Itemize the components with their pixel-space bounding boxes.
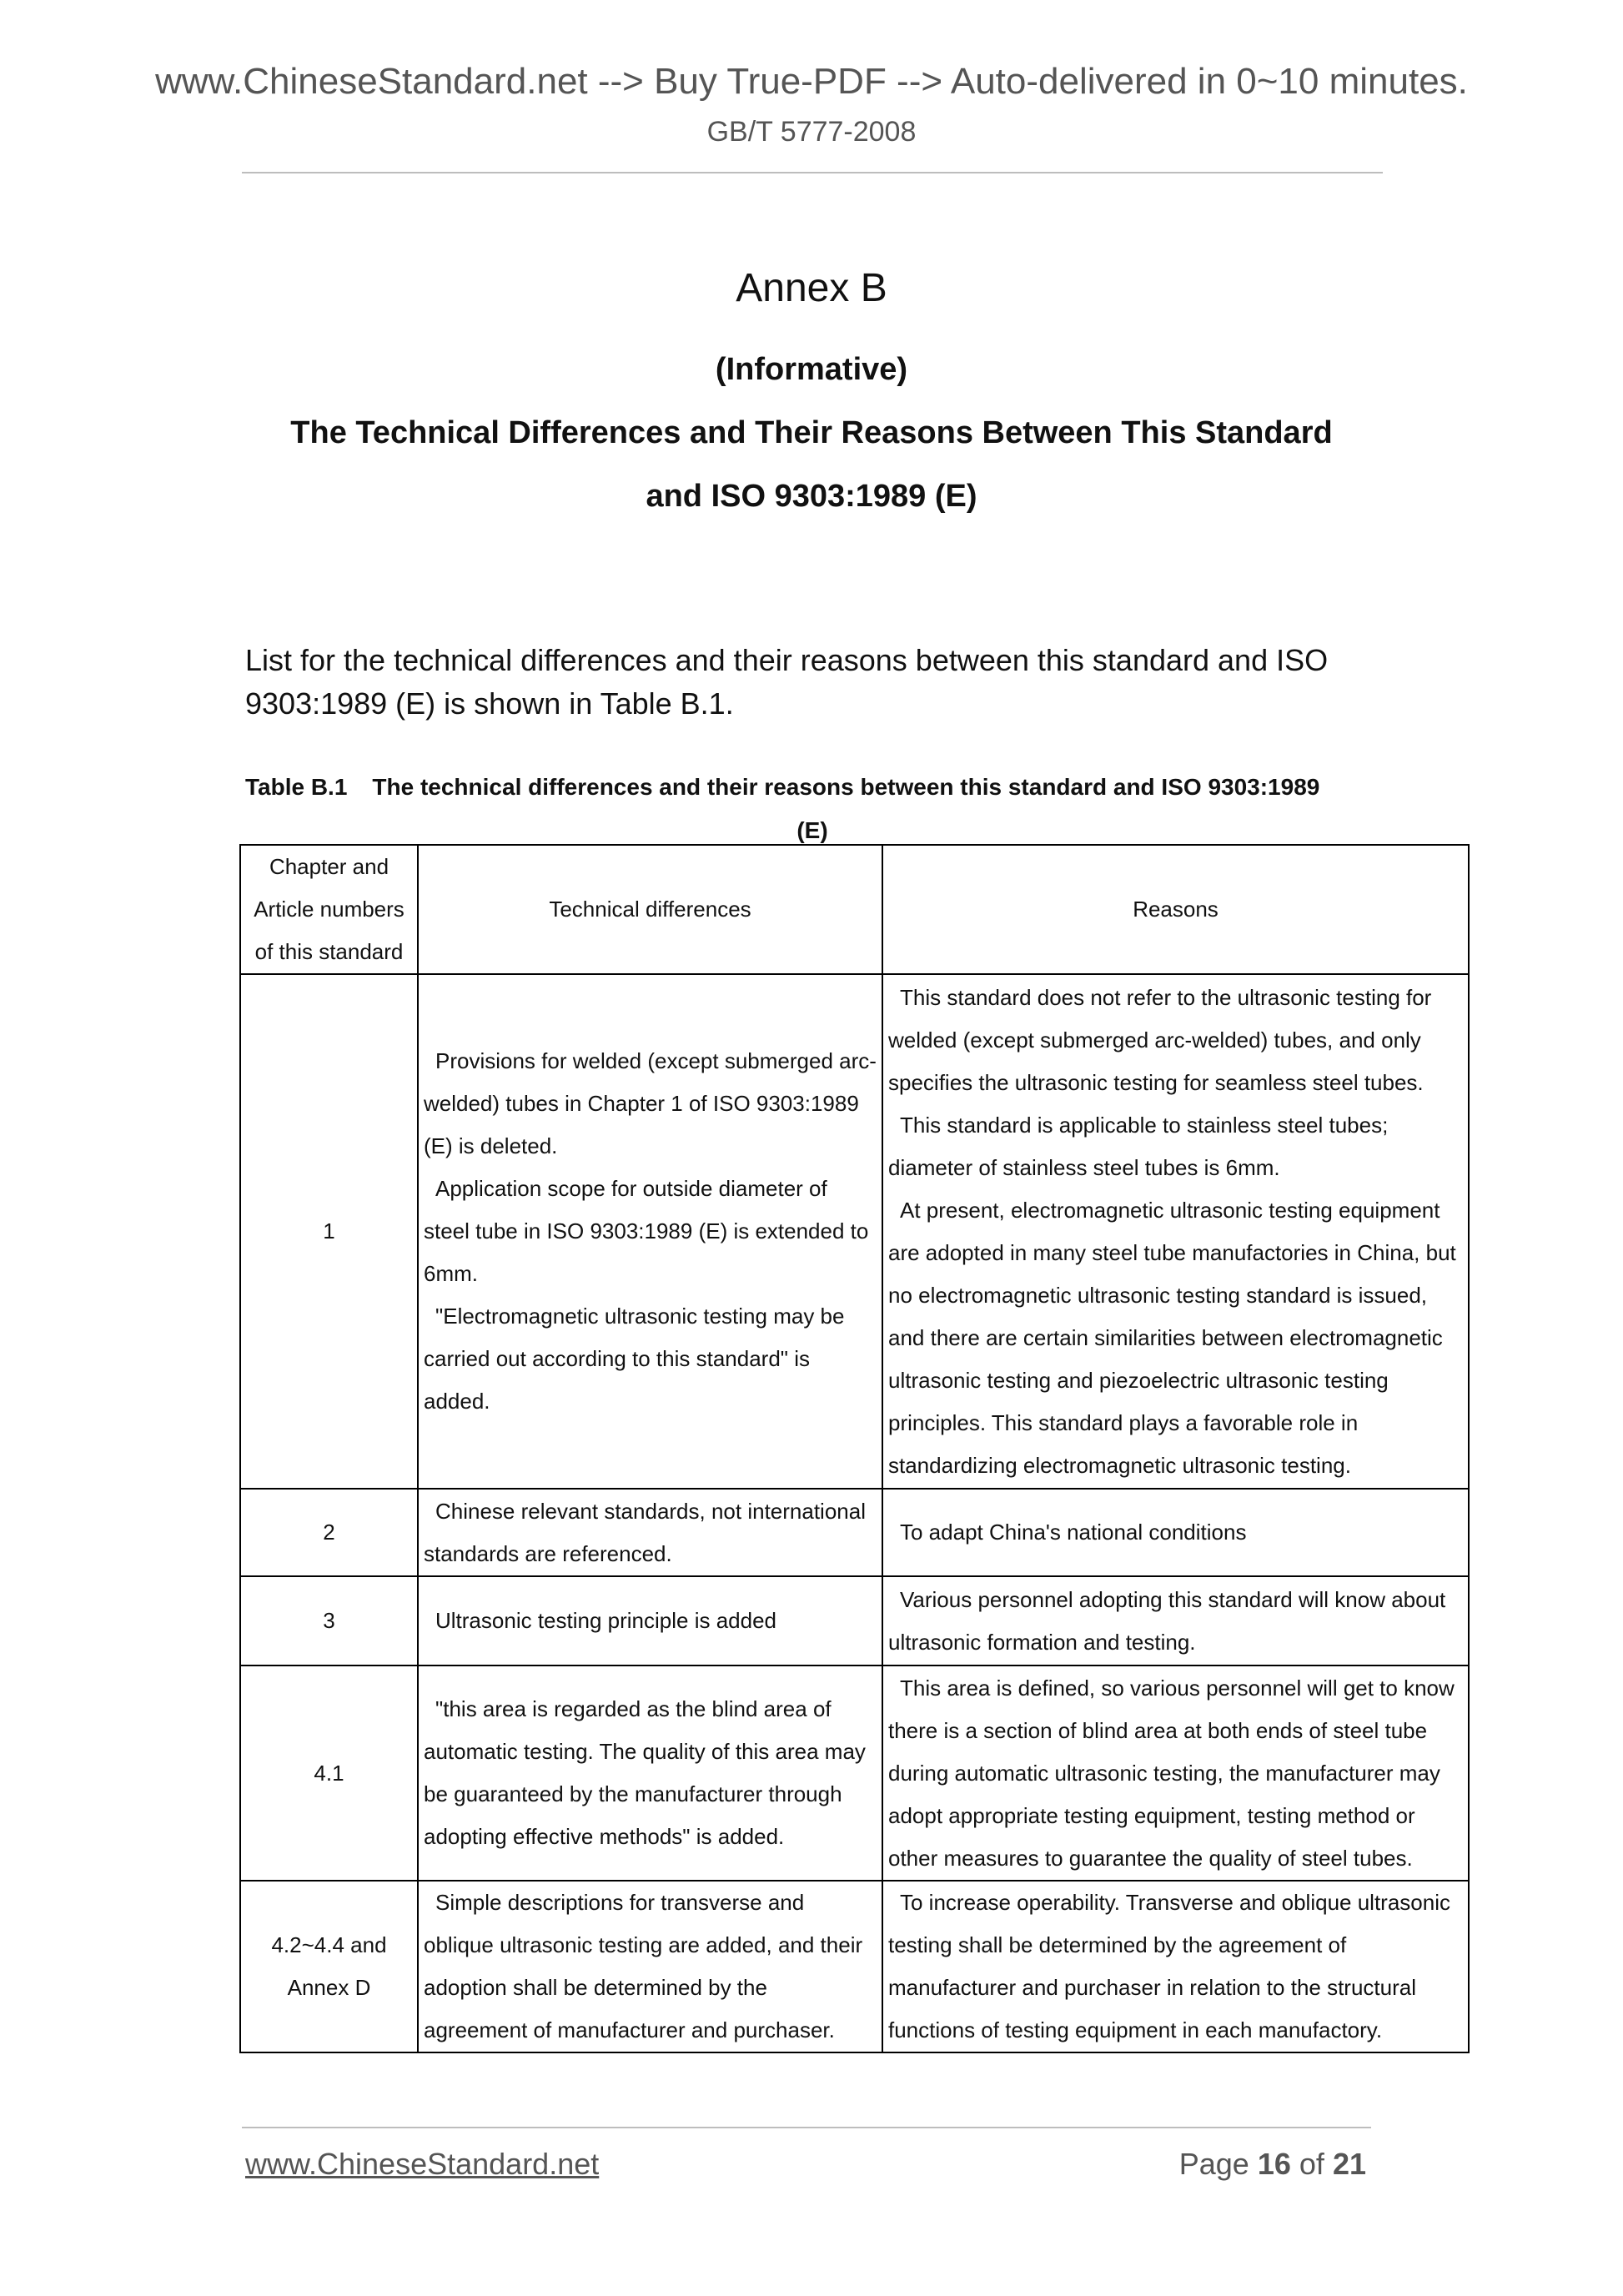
differences-cell (418, 1489, 882, 1576)
footer-website-link[interactable]: www.ChineseStandard.net (245, 2147, 600, 2181)
reason-item: This standard is applicable to stainless steel tubes; diameter of stainless steel tubes is 6mm. (888, 1112, 1389, 1180)
reason-item: This standard does not refer to the ultrasonic testing for welded (except submerged arc-welded) tubes, and only specifies the ultrasonic testing for seamless steel tubes. (888, 984, 1432, 1095)
table-caption (245, 766, 1379, 852)
differences-cell (418, 1881, 882, 2052)
difference-item: Simple descriptions for transverse and oblique ultrasonic testing are added, and their adoption shall be determined by the agreement of manufacturer and purchaser. (424, 1890, 863, 2042)
chapter-cell: 3 (240, 1576, 418, 1665)
reasons-cell (882, 1489, 1469, 1576)
chapter-cell: 4.2~4.4 and Annex D (240, 1881, 418, 2052)
table-row (240, 1881, 1469, 2052)
table-row (240, 1489, 1469, 1576)
table-row (240, 974, 1469, 1489)
column-header-differences: Technical differences (418, 845, 882, 974)
table-caption-text: The technical differences and their reasons between this standard and ISO 9303:1989 (372, 774, 1320, 800)
page-label: Page (1178, 2147, 1249, 2181)
page-of-label: of (1299, 2147, 1324, 2181)
difference-item: Application scope for outside diameter of steel tube in ISO 9303:1989 (E) is extended to 6mm. (424, 1176, 869, 1286)
chapter-cell: 4.1 (240, 1665, 418, 1881)
table-header-row (240, 845, 1469, 974)
table-row (240, 1576, 1469, 1665)
table-caption-continuation: (E) (796, 817, 828, 843)
reasons-cell (882, 974, 1469, 1489)
reason-item: To adapt China's national conditions (900, 1520, 1247, 1545)
reason-item: To increase operability. Transverse and oblique ultrasonic testing shall be determined by the agreement of manufacturer and purchaser in relation to the structural functions of testing equipment in each manufactory. (888, 1890, 1450, 2042)
footer-divider (242, 2127, 1371, 2128)
differences-cell (418, 1665, 882, 1881)
reason-item: Various personnel adopting this standard will know about ultrasonic formation and testing. (888, 1586, 1446, 1655)
differences-table (239, 844, 1470, 2053)
column-header-chapter: Chapter and Article numbers of this standard (240, 845, 418, 974)
page-current: 16 (1257, 2147, 1291, 2181)
table-row (240, 1665, 1469, 1881)
difference-item: "Electromagnetic ultrasonic testing may be carried out according to this standard" is added. (424, 1304, 845, 1414)
header-divider (242, 172, 1383, 173)
difference-item: "this area is regarded as the blind area of automatic testing. The quality of this area may be guaranteed by the manufacturer through adopting effective methods" is added. (424, 1696, 866, 1849)
column-header-reasons: Reasons (882, 845, 1469, 974)
differences-cell (418, 1576, 882, 1665)
reason-item: This area is defined, so various personnel will get to know there is a section of blind area at both ends of steel tube during automatic ultrasonic testing, the manufacturer may adopt appropriate testing equipment, testing method or other measures to guarantee the quality of steel tubes. (888, 1675, 1455, 1871)
difference-item: Chinese relevant standards, not international standards are referenced. (424, 1498, 866, 1566)
differences-cell (418, 974, 882, 1489)
page-total: 21 (1332, 2147, 1366, 2181)
reasons-cell (882, 1576, 1469, 1665)
annex-type: (Informative) (715, 352, 908, 387)
chapter-cell: 1 (240, 974, 418, 1489)
page-number (1179, 2147, 1366, 2182)
reasons-cell (882, 1881, 1469, 2052)
standard-number: GB/T 5777-2008 (706, 116, 917, 148)
annex-heading-line-1: The Technical Differences and Their Reasons Between This Standard (290, 415, 1333, 450)
reasons-cell (882, 1665, 1469, 1881)
reason-item: At present, electromagnetic ultrasonic testing equipment are adopted in many steel tube manufactories in China, but no electromagnetic ultrasonic testing standard is issued, and there are certain similarities between electromagnetic ultrasonic testing and piezoelectric ultrasonic testing principles. This standard plays a favorable role in standardizing electromagnetic ultrasonic testing. (888, 1197, 1456, 1478)
annex-title: Annex B (736, 266, 887, 310)
difference-item: Ultrasonic testing principle is added (435, 1608, 776, 1633)
table-number: Table B.1 (245, 774, 348, 800)
chapter-cell: 2 (240, 1489, 418, 1576)
difference-item: Provisions for welded (except submerged arc-welded) tubes in Chapter 1 of ISO 9303:1989 (E) is deleted. (424, 1048, 877, 1158)
annex-heading-line-2: and ISO 9303:1989 (E) (646, 479, 977, 514)
header-banner: www.ChineseStandard.net --> Buy True-PDF --> Auto-delivered in 0~10 minutes. (155, 61, 1468, 102)
intro-paragraph: List for the technical differences and their reasons between this standard and ISO 9303:1989 (E) is shown in Table B.1. (245, 643, 1329, 721)
